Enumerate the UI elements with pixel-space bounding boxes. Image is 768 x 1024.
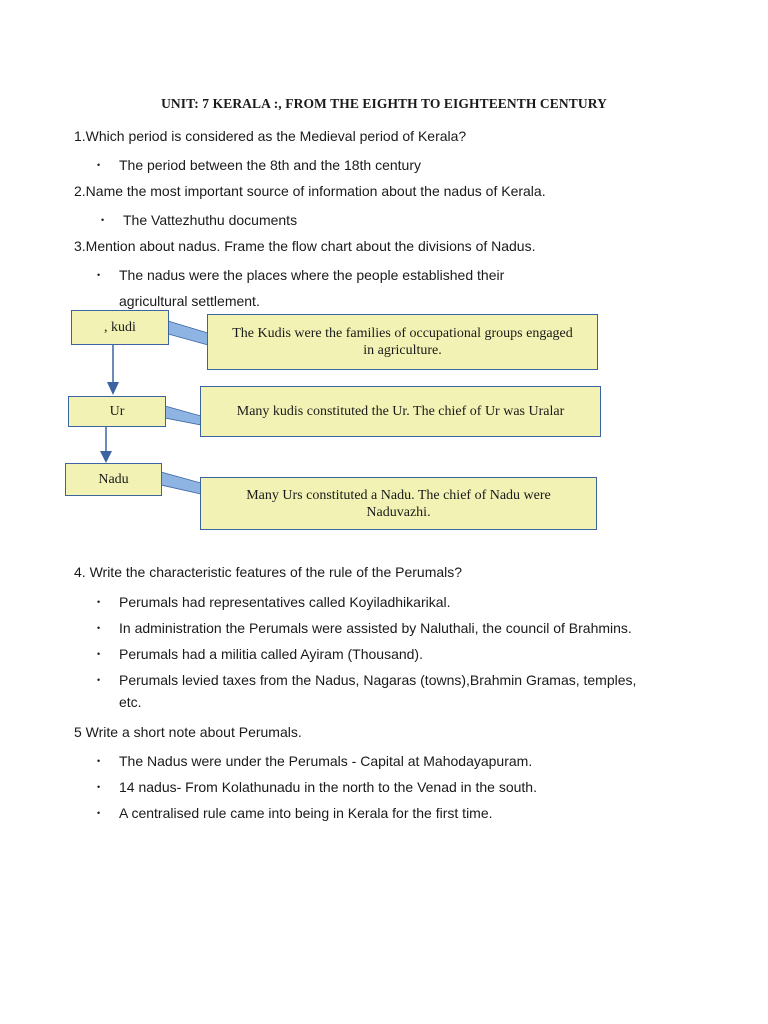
bullet: • (97, 675, 101, 685)
ur-box (68, 396, 166, 427)
answer-1: The period between the 8th and the 18th century (119, 157, 421, 173)
question-4: 4. Write the characteristic features of the rule of the Perumals? (74, 564, 463, 580)
nadu-label: Nadu (98, 472, 129, 487)
q4-point: In administration the Perumals were assisted by Naluthali, the council of Brahmins. (119, 620, 632, 636)
nadu-note-box (200, 477, 597, 530)
question-2: 2.Name the most important source of information about the nadus of Kerala. (74, 183, 546, 199)
question-3: 3.Mention about nadus. Frame the flow chart about the divisions of Nadus. (74, 238, 536, 254)
arrowhead-nadu (100, 451, 112, 463)
bullet: • (97, 649, 101, 659)
question-1: 1.Which period is considered as the Medieval period of Kerala? (74, 128, 467, 144)
ur-note-box (200, 386, 601, 437)
kudi-note-box (207, 314, 598, 370)
answer-3-line-2: agricultural settlement. (119, 293, 260, 309)
nadu-box (65, 463, 162, 496)
page-title: UNIT: 7 KERALA :, FROM THE EIGHTH TO EIGHTEENTH CENTURY (161, 96, 607, 111)
bullet: • (101, 215, 105, 225)
bullet: • (97, 782, 101, 792)
nadu-note-line-2: Naduvazhi. (366, 504, 431, 520)
q4-point-continuation: etc. (119, 694, 142, 710)
ur-label: Ur (109, 404, 125, 419)
ur-callout (165, 406, 201, 425)
kudi-note-line-2: in agriculture. (363, 343, 442, 358)
nadu-callout (161, 472, 201, 494)
kudi-note-line-1: The Kudis were the families of occupational groups engaged (232, 326, 573, 341)
kudi-label: , kudi (104, 320, 136, 335)
kudi-box (71, 310, 169, 345)
bullet: • (97, 597, 101, 607)
question-5: 5 Write a short note about Perumals. (74, 724, 302, 740)
bullet: • (97, 623, 101, 633)
bullet: • (97, 270, 101, 280)
arrowhead-ur (107, 382, 119, 395)
kudi-callout (168, 321, 208, 345)
q5-point: A centralised rule came into being in Kerala for the first time. (119, 805, 493, 821)
bullet: • (97, 808, 101, 818)
q4-point: Perumals levied taxes from the Nadus, Nagaras (towns),Brahmin Gramas, temples, (119, 672, 637, 688)
q5-point: 14 nadus- From Kolathunadu in the north to the Venad in the south. (119, 779, 537, 795)
bullet: • (97, 756, 101, 766)
answer-3-line-1: The nadus were the places where the people established their (119, 267, 505, 283)
q4-point: Perumals had representatives called Koyiladhikarikal. (119, 594, 451, 610)
nadu-note-line-1: Many Urs constituted a Nadu. The chief of Nadu were (246, 487, 551, 503)
q5-point: The Nadus were under the Perumals - Capital at Mahodayapuram. (119, 753, 533, 769)
answer-2: The Vattezhuthu documents (123, 212, 298, 228)
q4-point: Perumals had a militia called Ayiram (Thousand). (119, 646, 423, 662)
ur-note: Many kudis constituted the Ur. The chief of Ur was Uralar (236, 404, 565, 419)
bullet: • (97, 160, 101, 170)
